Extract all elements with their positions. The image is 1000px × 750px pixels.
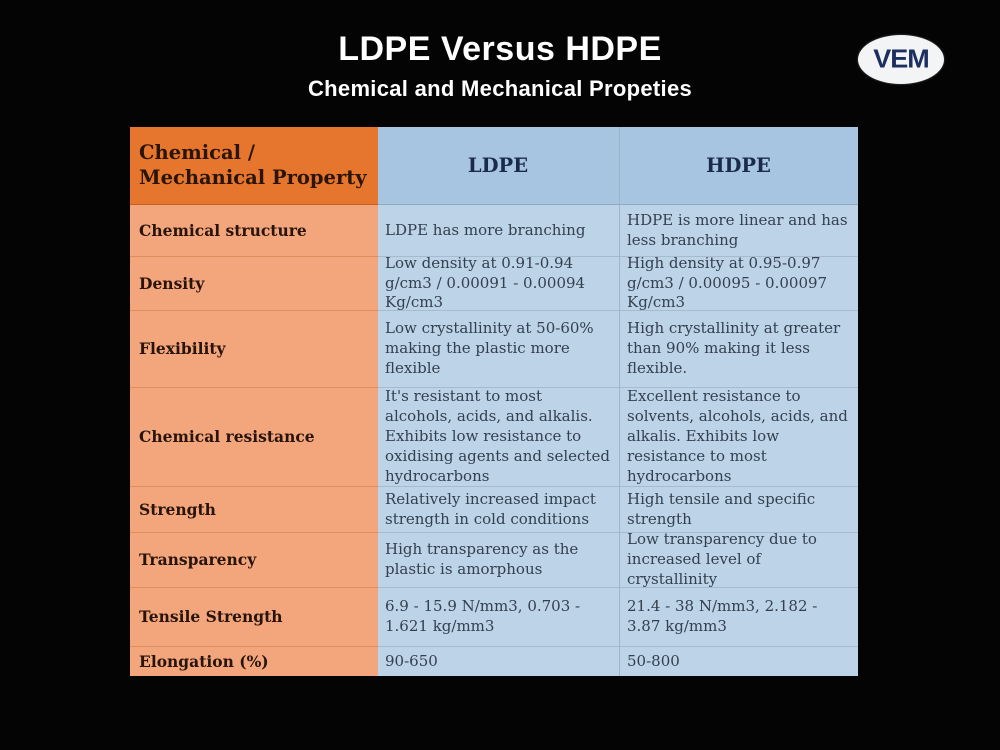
property-cell: Flexibility: [130, 311, 378, 388]
vem-logo: [858, 35, 944, 84]
hdpe-cell: Low transparency due to increased level of crystallinity: [619, 533, 858, 588]
header-cell-ldpe: LDPE: [378, 127, 619, 205]
property-cell: Density: [130, 257, 378, 311]
ldpe-cell: Low crystallinity at 50-60% making the plastic more flexible: [378, 311, 619, 388]
page-subtitle: Chemical and Mechanical Propeties: [307, 75, 693, 101]
property-cell: Chemical structure: [130, 205, 378, 257]
header-cell-property: Chemical / Mechanical Property: [130, 127, 378, 205]
row-density: [130, 257, 858, 311]
property-cell: Strength: [130, 487, 378, 533]
property-cell: Tensile Strength: [130, 588, 378, 647]
property-cell: Elongation (%): [130, 647, 378, 676]
hdpe-cell: High tensile and specific strength: [619, 487, 858, 533]
hdpe-cell: HDPE is more linear and has less branching: [619, 205, 858, 257]
ldpe-cell: 90-650: [378, 647, 619, 676]
ldpe-cell: High transparency as the plastic is amorphous: [378, 533, 619, 588]
row-strength: [130, 487, 858, 533]
ldpe-cell: LDPE has more branching: [378, 205, 619, 257]
page-title: LDPE Versus HDPE: [338, 30, 662, 68]
ldpe-cell: 6.9 - 15.9 N/mm3, 0.703 - 1.621 kg/mm3: [378, 588, 619, 647]
row-transparency: [130, 533, 858, 588]
row-chemical-structure: [130, 205, 858, 257]
ldpe-cell: Low density at 0.91-0.94 g/cm3 / 0.00091 - 0.00094 Kg/cm3: [378, 257, 619, 311]
hdpe-cell: High crystallinity at greater than 90% making it less flexible.: [619, 311, 858, 388]
row-elongation: [130, 647, 858, 676]
property-cell: Chemical resistance: [130, 388, 378, 487]
hdpe-cell: 50-800: [619, 647, 858, 676]
row-flexibility: [130, 311, 858, 388]
row-chemical-resistance: [130, 388, 858, 487]
header-row: [130, 127, 858, 205]
hdpe-cell: Excellent resistance to solvents, alcohols, acids, and alkalis. Exhibits low resistance to most hydrocarbons: [619, 388, 858, 487]
hdpe-cell: High density at 0.95-0.97 g/cm3 / 0.00095 - 0.00097 Kg/cm3: [619, 257, 858, 311]
comparison-table: [130, 127, 858, 676]
header-cell-hdpe: HDPE: [619, 127, 858, 205]
row-tensile-strength: [130, 588, 858, 647]
ldpe-cell: Relatively increased impact strength in cold conditions: [378, 487, 619, 533]
ldpe-cell: It's resistant to most alcohols, acids, and alkalis. Exhibits low resistance to oxidising agents and selected hydrocarbons: [378, 388, 619, 487]
property-cell: Transparency: [130, 533, 378, 588]
hdpe-cell: 21.4 - 38 N/mm3, 2.182 - 3.87 kg/mm3: [619, 588, 858, 647]
vem-logo-text: VEM: [873, 44, 929, 74]
title-block: [0, 32, 1000, 100]
